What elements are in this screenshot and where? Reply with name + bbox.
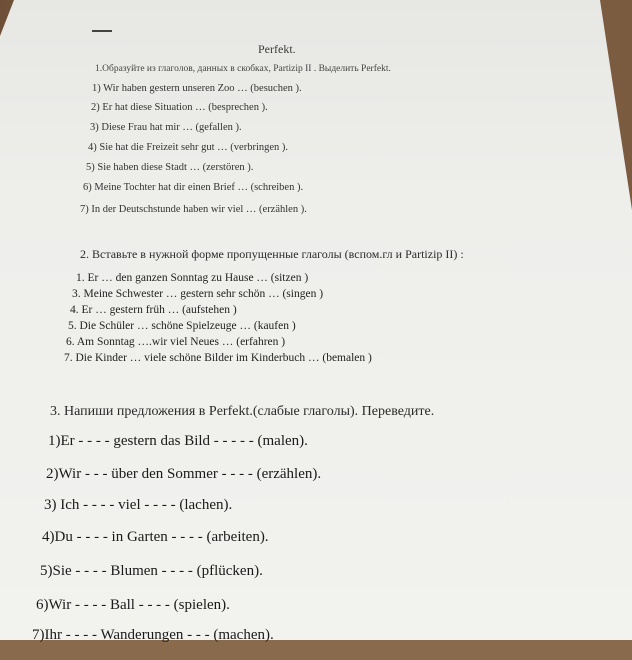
section1-line-3: 3) Diese Frau hat mir … (gefallen ). [90,122,242,133]
section2-line-5: 5. Die Schüler … schöne Spielzeuge … (kaufen ) [68,320,296,332]
section3-line-7: 7)Ihr - - - - Wanderungen - - - (machen). [32,627,274,643]
section3-line-1: 1)Er - - - - gestern das Bild - - - - - (malen). [48,433,308,449]
section2-line-4: 4. Er … gestern früh … (aufstehen ) [70,304,237,316]
section3-line-6: 6)Wir - - - - Ball - - - - (spielen). [36,597,230,613]
section1-line-7: 7) In der Deutschstunde haben wir viel … (erzählen ). [80,204,307,215]
section2-line-1: 1. Er … den ganzen Sonntag zu Hause … (sitzen ) [76,272,309,284]
section3-line-2: 2)Wir - - - über den Sommer - - - - (erzählen). [46,466,322,482]
section1-line-6: 6) Meine Tochter hat dir einen Brief … (schreiben ). [83,182,304,193]
section1-heading: 1.Образуйте из глаголов, данных в скобках, Partizip II . Выделить Perfekt. [95,64,391,74]
worksheet-title: Perfekt. [258,42,296,56]
section2-line-3: 3. Meine Schwester … gestern sehr schön … (singen ) [72,288,324,300]
section1-line-2: 2) Er hat diese Situation … (besprechen ). [91,102,268,113]
section2-line-6: 6. Am Sonntag ….wir viel Neues … (erfahren ) [66,336,286,348]
section2-heading: 2. Вставьте в нужной форме пропущенные глаголы (вспом.гл и Partizip II) : [80,247,464,261]
section1-line-5: 5) Sie haben diese Stadt … (zerstören ). [86,162,254,173]
top-dash-mark [92,30,112,32]
section3-heading: 3. Напиши предложения в Perfekt.(слабые глаголы). Переведите. [50,404,435,419]
section3-line-4: 4)Du - - - - in Garten - - - - (arbeiten). [42,529,269,545]
section3-line-3: 3) Ich - - - - viel - - - - (lachen). [44,497,233,513]
section2-line-7: 7. Die Kinder … viele schöne Bilder im Kinderbuch … (bemalen ) [64,352,372,364]
section1-line-4: 4) Sie hat die Freizeit sehr gut … (verbringen ). [88,142,289,153]
section3-line-5: 5)Sie - - - - Blumen - - - - (pflücken). [40,563,263,579]
section1-line-1: 1) Wir haben gestern unseren Zoo … (besuchen ). [92,83,302,94]
